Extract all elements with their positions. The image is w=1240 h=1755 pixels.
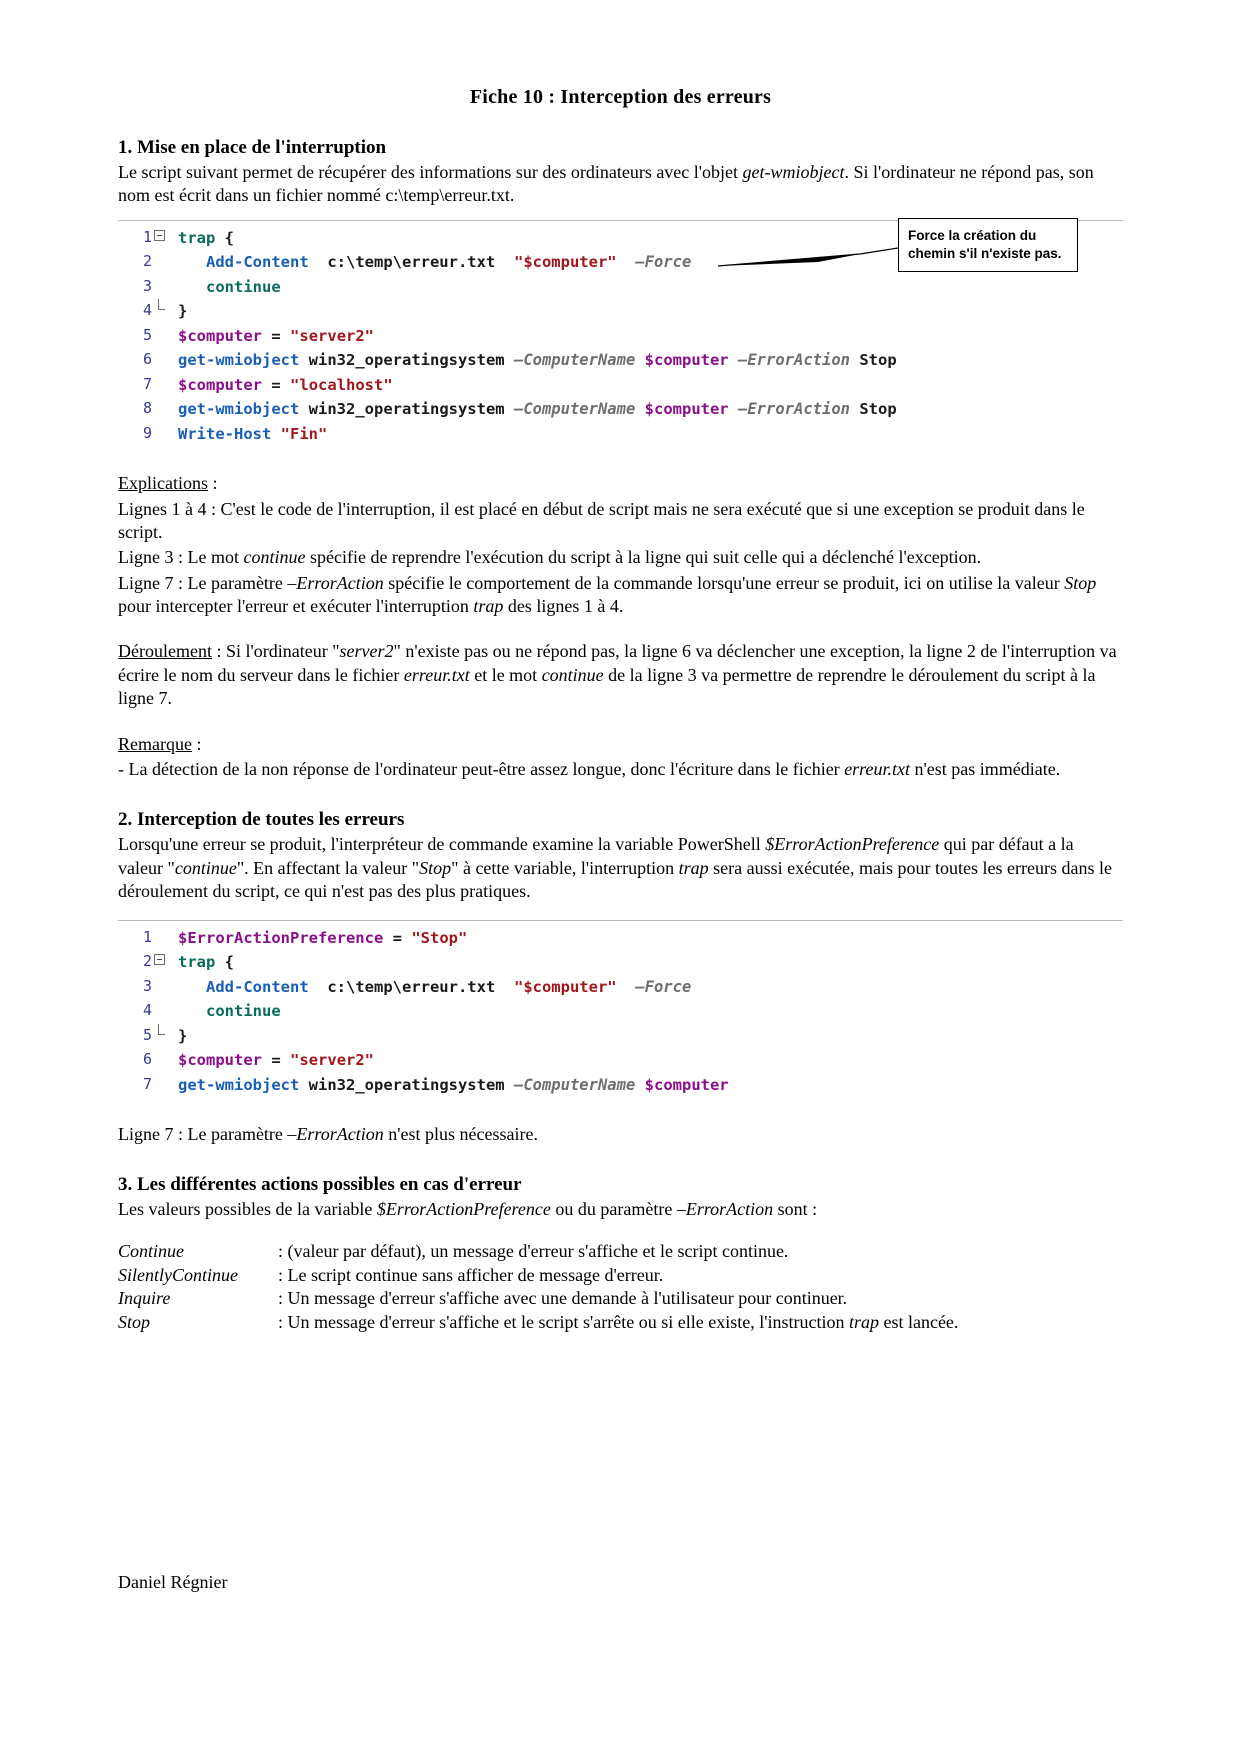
code-line	[118, 348, 1123, 372]
line-number: 4	[142, 301, 152, 320]
action-description-emphasis: trap	[848, 1312, 879, 1333]
line-number: 1	[142, 927, 152, 946]
section-1-intro	[118, 161, 1123, 208]
section-2-after-emphasis: –ErrorAction	[287, 1124, 384, 1144]
explications-p3-emphasis-3: trap	[473, 596, 504, 617]
code-line	[118, 324, 1123, 348]
line-number: 6	[142, 350, 152, 369]
code-text: Add-Content c:\temp\erreur.txt "$computer" –Force	[206, 253, 692, 272]
code-block-2-top-rule	[118, 920, 1123, 921]
line-number: 8	[142, 399, 152, 418]
section-3-p-b: ou du paramètre	[550, 1199, 677, 1220]
code-text: $computer = "server2"	[178, 1051, 375, 1070]
section-2-p-c: ". En affectant la valeur "	[236, 857, 420, 878]
section-2-heading: 2. Interception de toutes les erreurs	[118, 809, 405, 831]
line-number: 7	[142, 374, 152, 393]
code-block-2	[118, 926, 1123, 1097]
action-description: : Le script continue sans afficher de message d'erreur.	[278, 1264, 664, 1285]
action-description: : (valeur par défaut), un message d'erreur s'affiche et le script continue.	[278, 1240, 789, 1261]
line-number: 2	[142, 252, 152, 271]
line-number: 5	[142, 325, 152, 344]
code-text: $computer = "localhost"	[178, 375, 393, 394]
code-text: trap {	[178, 228, 235, 247]
line-number: 7	[142, 1074, 152, 1093]
section-2-emphasis-1: $ErrorActionPreference	[765, 834, 940, 855]
explications-p3-emphasis-1: –ErrorAction	[287, 572, 384, 593]
line-number: 6	[142, 1050, 152, 1069]
line-number: 3	[142, 976, 152, 995]
section-2-p-b: qui par défaut a la valeur "	[118, 834, 1074, 878]
explications-label: Explications	[118, 473, 208, 494]
section-2-emphasis-2: continue	[174, 857, 237, 878]
code-line	[118, 373, 1123, 397]
section-1-intro-emphasis: get-wmiobject	[742, 162, 845, 182]
section-2-p-d: " à cette variable, l'interruption	[451, 857, 679, 878]
code-line	[118, 422, 1123, 446]
code-line	[118, 1048, 1123, 1072]
explications-p3	[118, 572, 1123, 619]
line-number: 1	[142, 227, 152, 246]
remarque-label-line	[118, 733, 1123, 756]
deroulement-c: et le mot	[469, 664, 542, 685]
deroulement-a: : Si l'ordinateur "	[211, 641, 340, 662]
section-2-after-paragraph	[118, 1123, 1123, 1146]
explications-p3-emphasis-2: Stop	[1064, 572, 1097, 593]
section-3-p-c: sont :	[773, 1199, 818, 1220]
error-actions-table	[118, 1240, 1123, 1335]
section-3-emphasis-1: $ErrorActionPreference	[376, 1199, 551, 1220]
explications-p3-a: Ligne 7 : Le paramètre	[118, 572, 288, 593]
section-3-heading: 3. Les différentes actions possibles en cas d'erreur	[118, 1174, 522, 1196]
code-line	[118, 299, 1123, 323]
line-number: 9	[142, 423, 152, 442]
remarque-emphasis: erreur.txt	[844, 759, 911, 780]
explications-p2-emphasis: continue	[243, 547, 306, 568]
deroulement-emphasis-3: continue	[541, 664, 604, 685]
explications-colon: :	[207, 473, 218, 494]
section-2-p-e: sera aussi exécutée, mais pour toutes les erreurs dans le déroulement du script, ce qui n'est pas des plus pratiques.	[118, 857, 1112, 902]
code-text: }	[178, 302, 188, 321]
document-content	[118, 86, 1123, 1335]
action-name: SilentlyContinue	[118, 1264, 238, 1285]
code-line	[118, 926, 1123, 950]
section-2-emphasis-4: trap	[678, 857, 709, 878]
explications-p2-b: spécifie de reprendre l'exécution du script à la ligne qui suit celle qui a déclenché l'exception.	[305, 547, 982, 568]
deroulement-d: de la ligne 3 va permettre de reprendre le déroulement du script à la ligne 7.	[118, 664, 1096, 709]
page-footer: Daniel Régnier	[118, 1572, 228, 1592]
code-text: Add-Content c:\temp\erreur.txt "$computer" –Force	[206, 977, 692, 996]
code-line	[118, 975, 1123, 999]
action-name: Continue	[118, 1240, 184, 1261]
code-line	[118, 1073, 1123, 1097]
section-1-intro-part1: Le script suivant permet de récupérer des informations sur des ordinateurs avec l'objet	[118, 162, 743, 182]
code-text: continue	[206, 1002, 281, 1021]
explications-p2-a: Ligne 3 : Le mot	[118, 547, 244, 568]
section-2-p-a: Lorsqu'une erreur se produit, l'interpréteur de commande examine la variable PowerShell	[118, 834, 766, 855]
explications-label-line	[118, 472, 1123, 495]
action-name: Inquire	[118, 1288, 171, 1309]
code-line	[118, 950, 1123, 974]
table-row	[118, 1287, 1123, 1311]
remarque-b: n'est pas immédiate.	[910, 759, 1061, 780]
code-text: get-wmiobject win32_operatingsystem –ComputerName $computer –ErrorAction Stop	[178, 351, 897, 370]
explications-p3-d: des lignes 1 à 4.	[503, 596, 624, 617]
action-description-b: est lancée.	[878, 1312, 959, 1333]
callout-box: Force la création du chemin s'il n'existe pas.	[898, 218, 1078, 272]
section-1-heading: 1. Mise en place de l'interruption	[118, 137, 387, 158]
section-1-intro-part2: . Si l'ordinateur ne répond pas, son nom est écrit dans un fichier nommé c:\temp\erreur.txt.	[118, 162, 1094, 206]
code-line	[118, 275, 1123, 299]
deroulement-emphasis-1: server2	[339, 641, 394, 662]
code-text: get-wmiobject win32_operatingsystem –ComputerName $computer	[178, 1075, 729, 1094]
code-text: continue	[206, 277, 281, 296]
code-line	[118, 999, 1123, 1023]
code-text: $computer = "server2"	[178, 326, 375, 345]
remarque-paragraph	[118, 758, 1123, 781]
code-line	[118, 397, 1123, 421]
explications-p2	[118, 546, 1123, 569]
section-2-paragraph	[118, 833, 1123, 903]
action-description: : Un message d'erreur s'affiche avec une demande à l'utilisateur pour continuer.	[278, 1288, 848, 1309]
code-block-1	[118, 226, 1123, 446]
remarque-label: Remarque	[118, 733, 192, 754]
section-3-p-a: Les valeurs possibles de la variable	[118, 1199, 377, 1220]
explications-p1: Lignes 1 à 4 : C'est le code de l'interruption, il est placé en début de script mais ne sera exécuté que si une exception se produit dans le script.	[118, 498, 1085, 542]
action-name: Stop	[118, 1312, 151, 1333]
section-3-paragraph	[118, 1198, 1123, 1221]
explications-p3-c: pour intercepter l'erreur et exécuter l'interruption	[118, 596, 474, 617]
line-number: 2	[142, 952, 152, 971]
code-line	[118, 1024, 1123, 1048]
code-text: trap {	[178, 953, 235, 972]
code-text: }	[178, 1026, 188, 1045]
line-number: 5	[142, 1025, 152, 1044]
explications-p3-b: spécifie le comportement de la commande lorsqu'une erreur se produit, ici on utilise la valeur	[383, 572, 1065, 593]
table-row	[118, 1264, 1123, 1288]
deroulement-emphasis-2: erreur.txt	[403, 664, 470, 685]
section-3-emphasis-2: –ErrorAction	[676, 1199, 774, 1220]
action-description	[278, 1311, 1123, 1335]
action-description-a: : Un message d'erreur s'affiche et le script s'arrête ou si elle existe, l'instruction	[278, 1312, 849, 1333]
section-2-emphasis-3: Stop	[419, 857, 452, 878]
section-2-after-b: n'est plus nécessaire.	[383, 1124, 538, 1144]
code-text: $ErrorActionPreference = "Stop"	[178, 928, 468, 947]
remarque-a: - La détection de la non réponse de l'ordinateur peut-être assez longue, donc l'écriture dans le fichier	[118, 759, 845, 780]
table-row	[118, 1240, 1123, 1264]
line-number: 4	[142, 1001, 152, 1020]
section-2-after-a: Ligne 7 : Le paramètre	[118, 1124, 288, 1144]
line-number: 3	[142, 276, 152, 295]
deroulement-paragraph	[118, 640, 1123, 710]
page-title: Fiche 10 : Interception des erreurs	[469, 86, 772, 108]
code-text: get-wmiobject win32_operatingsystem –ComputerName $computer –ErrorAction Stop	[178, 400, 897, 419]
deroulement-label: Déroulement	[118, 641, 212, 662]
code-text: Write-Host "Fin"	[178, 424, 328, 443]
deroulement-b: " n'existe pas ou ne répond pas, la ligne 6 va déclencher une exception, la ligne 2 de l'interruption va écrire le nom du serveur dans le fichier	[118, 641, 1117, 685]
table-row	[118, 1311, 1123, 1335]
remarque-colon: :	[191, 733, 202, 754]
